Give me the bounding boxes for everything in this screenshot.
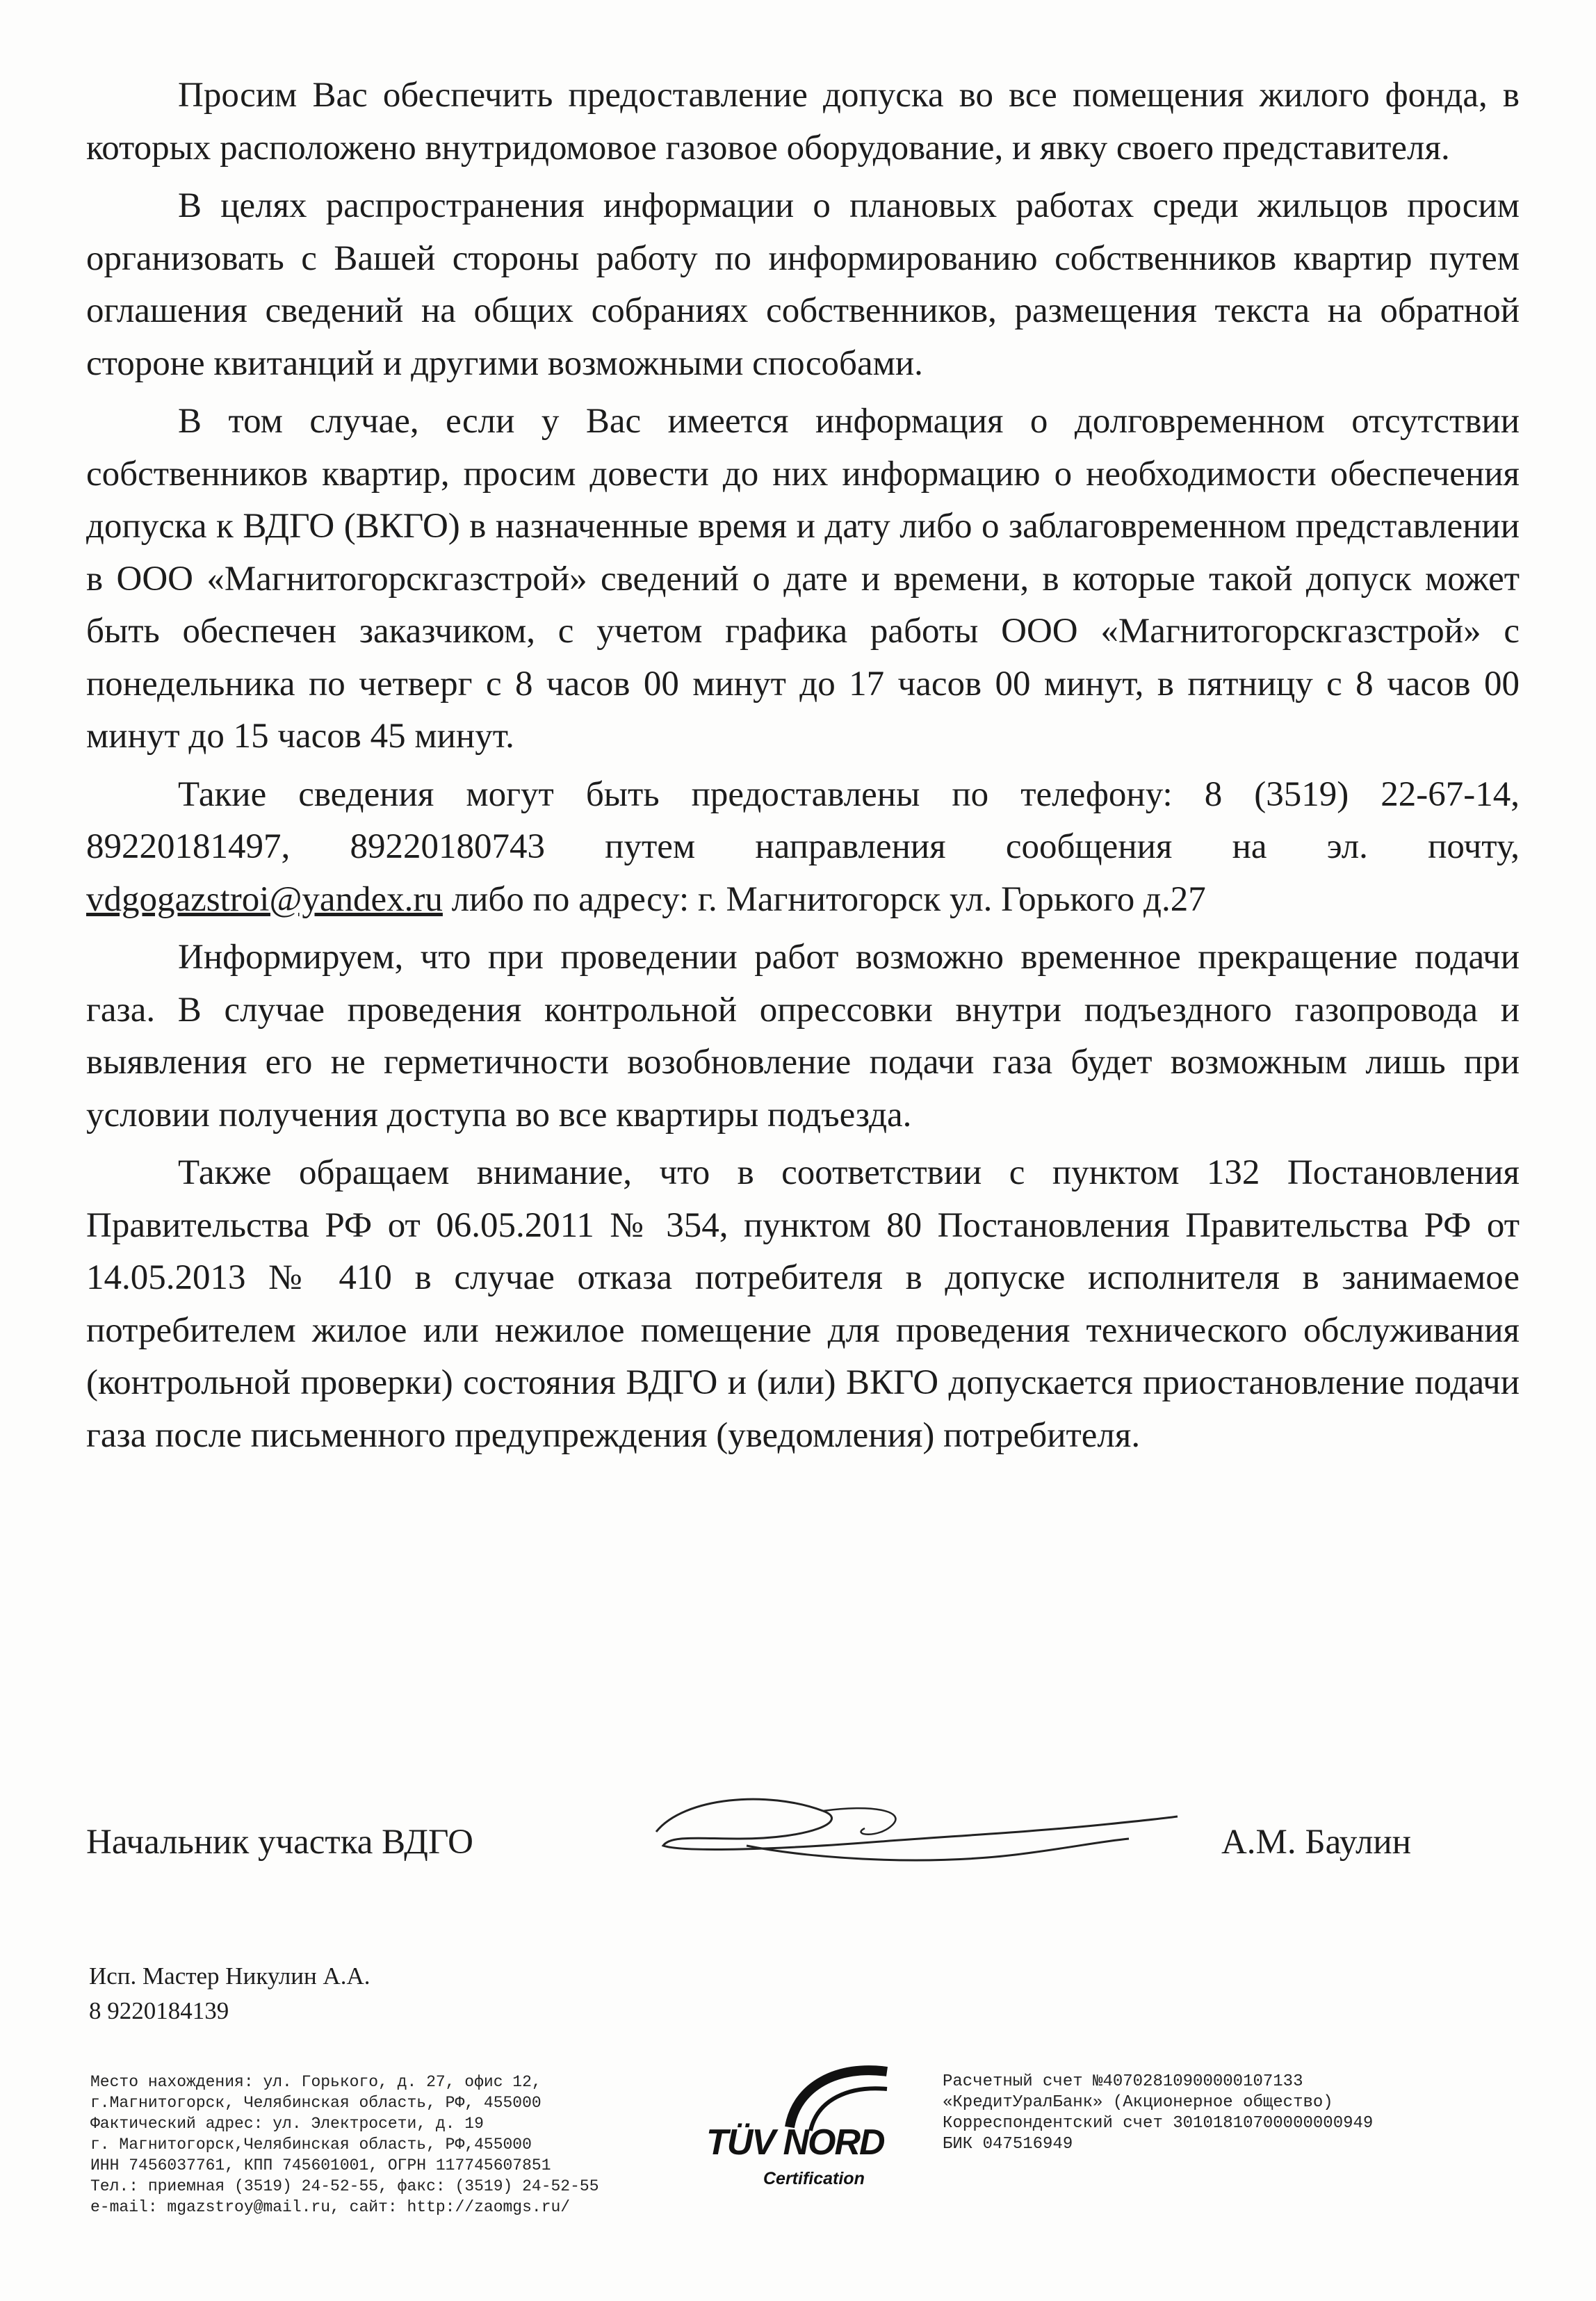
paragraph-gas-suspension: Информируем, что при проведении работ возможно временное прекращение подачи газа. В случае проведения контрольной опрессовки внутри подъездного газопровода и выявления его не герметичности возобновление подачи газа будет возможным лишь при условии получения доступа во все квартиры подъезда. [86, 938, 1520, 1135]
executor-phone: 8 9220184139 [89, 1997, 229, 2024]
executor-name: Исп. Мастер Никулин А.А. [89, 1962, 370, 1990]
email-link[interactable]: vdgogazstroi@yandex.ru [86, 879, 443, 919]
signer-position: Начальник участка ВДГО [86, 1823, 473, 1862]
signer-name: А.М. Баулин [1221, 1823, 1411, 1862]
logo-wordmark: TÜV NORD [706, 2122, 884, 2163]
paragraph-legal-notice: Также обращаем внимание, что в соответствии с пунктом 132 Постановления Правительства РФ от 06.05.2011 № 354, пунктом 80 Постановления Правительства РФ от 14.05.2013 № 410 в случае отказа потребителя в допуске исполнителя в занимаемое потребителем жилое или нежилое помещение для проведения технического обслуживания (контрольной проверки) состояния ВДГО и (или) ВКГО допускается приостановление подачи газа после письменного предупреждения (уведомления) потребителя. [86, 1153, 1520, 1455]
handwritten-signature [642, 1783, 1184, 1887]
footer-line: Корреспондентский счет 30101810700000000949 [943, 2114, 1374, 2133]
footer-line: г. Магнитогорск,Челябинская область, РФ,455000 [90, 2136, 532, 2154]
footer-line: Место нахождения: ул. Горького, д. 27, офис 12, [90, 2073, 542, 2091]
executor-info [89, 1959, 370, 2028]
paragraph-absent-owners: В том случае, если у Вас имеется информация о долговременном отсутствии собственников квартир, просим довести до них информацию о необходимости обеспечения допуска к ВДГО (ВКГО) в назначенные время и дату либо о заблаговременном представлении в ООО «Магнитогорскгазстрой» сведений о дате и времени, в которые такой допуск может быть обеспечен заказчиком, с учетом графика работы ООО «Магнитогорскгазстрой» с понедельника по четверг с 8 часов 00 минут до 17 часов 00 минут, в пятницу с 8 часов 00 минут до 15 часов 45 минут. [86, 402, 1520, 756]
footer-line: e-mail: mgazstroy@mail.ru, сайт: http://zaomgs.ru/ [90, 2198, 571, 2216]
paragraph-information-distribution: В целях распространения информации о плановых работах среди жильцов просим организовать с Вашей стороны работу по информированию собственников квартир путем оглашения сведений на общих собраниях собственников, размещения текста на обратной стороне квитанций и другими возможными способами. [86, 186, 1520, 383]
address-text: либо по адресу: г. Магнитогорск ул. Горького д.27 [442, 879, 1206, 919]
footer-line: Тел.: приемная (3519) 24-52-55, факс: (3519) 24-52-55 [90, 2177, 599, 2195]
footer-company-details [90, 2072, 680, 2218]
footer-line: «КредитУралБанк» (Акционерное общество) [943, 2093, 1333, 2112]
footer-bank-details [943, 2072, 1485, 2155]
footer-line: ИНН 7456037761, КПП 745601001, ОГРН 117745607851 [90, 2156, 551, 2174]
letter-body [86, 70, 1520, 1462]
footer-line: Расчетный счет №40702810900000107133 [943, 2072, 1303, 2091]
signature-block [86, 1811, 1520, 1894]
contacts-text: Такие сведения могут быть предоставлены по телефону: 8 (3519) 22-67-14, 89220181497, 89220180743 путем направления сообщения на эл. почту, [86, 774, 1520, 866]
footer-line: БИК 047516949 [943, 2135, 1073, 2154]
tuv-nord-logo [706, 2058, 970, 2197]
footer-line: г.Магнитогорск, Челябинская область, РФ, 455000 [90, 2094, 542, 2112]
paragraph-contacts [86, 769, 1520, 927]
footer-line: Фактический адрес: ул. Электросети, д. 19 [90, 2115, 484, 2133]
paragraph-access-request: Просим Вас обеспечить предоставление допуска во все помещения жилого фонда, в которых расположено внутридомовое газовое оборудование, и явку своего представителя. [86, 76, 1520, 168]
logo-certification: Certification [763, 2169, 865, 2188]
